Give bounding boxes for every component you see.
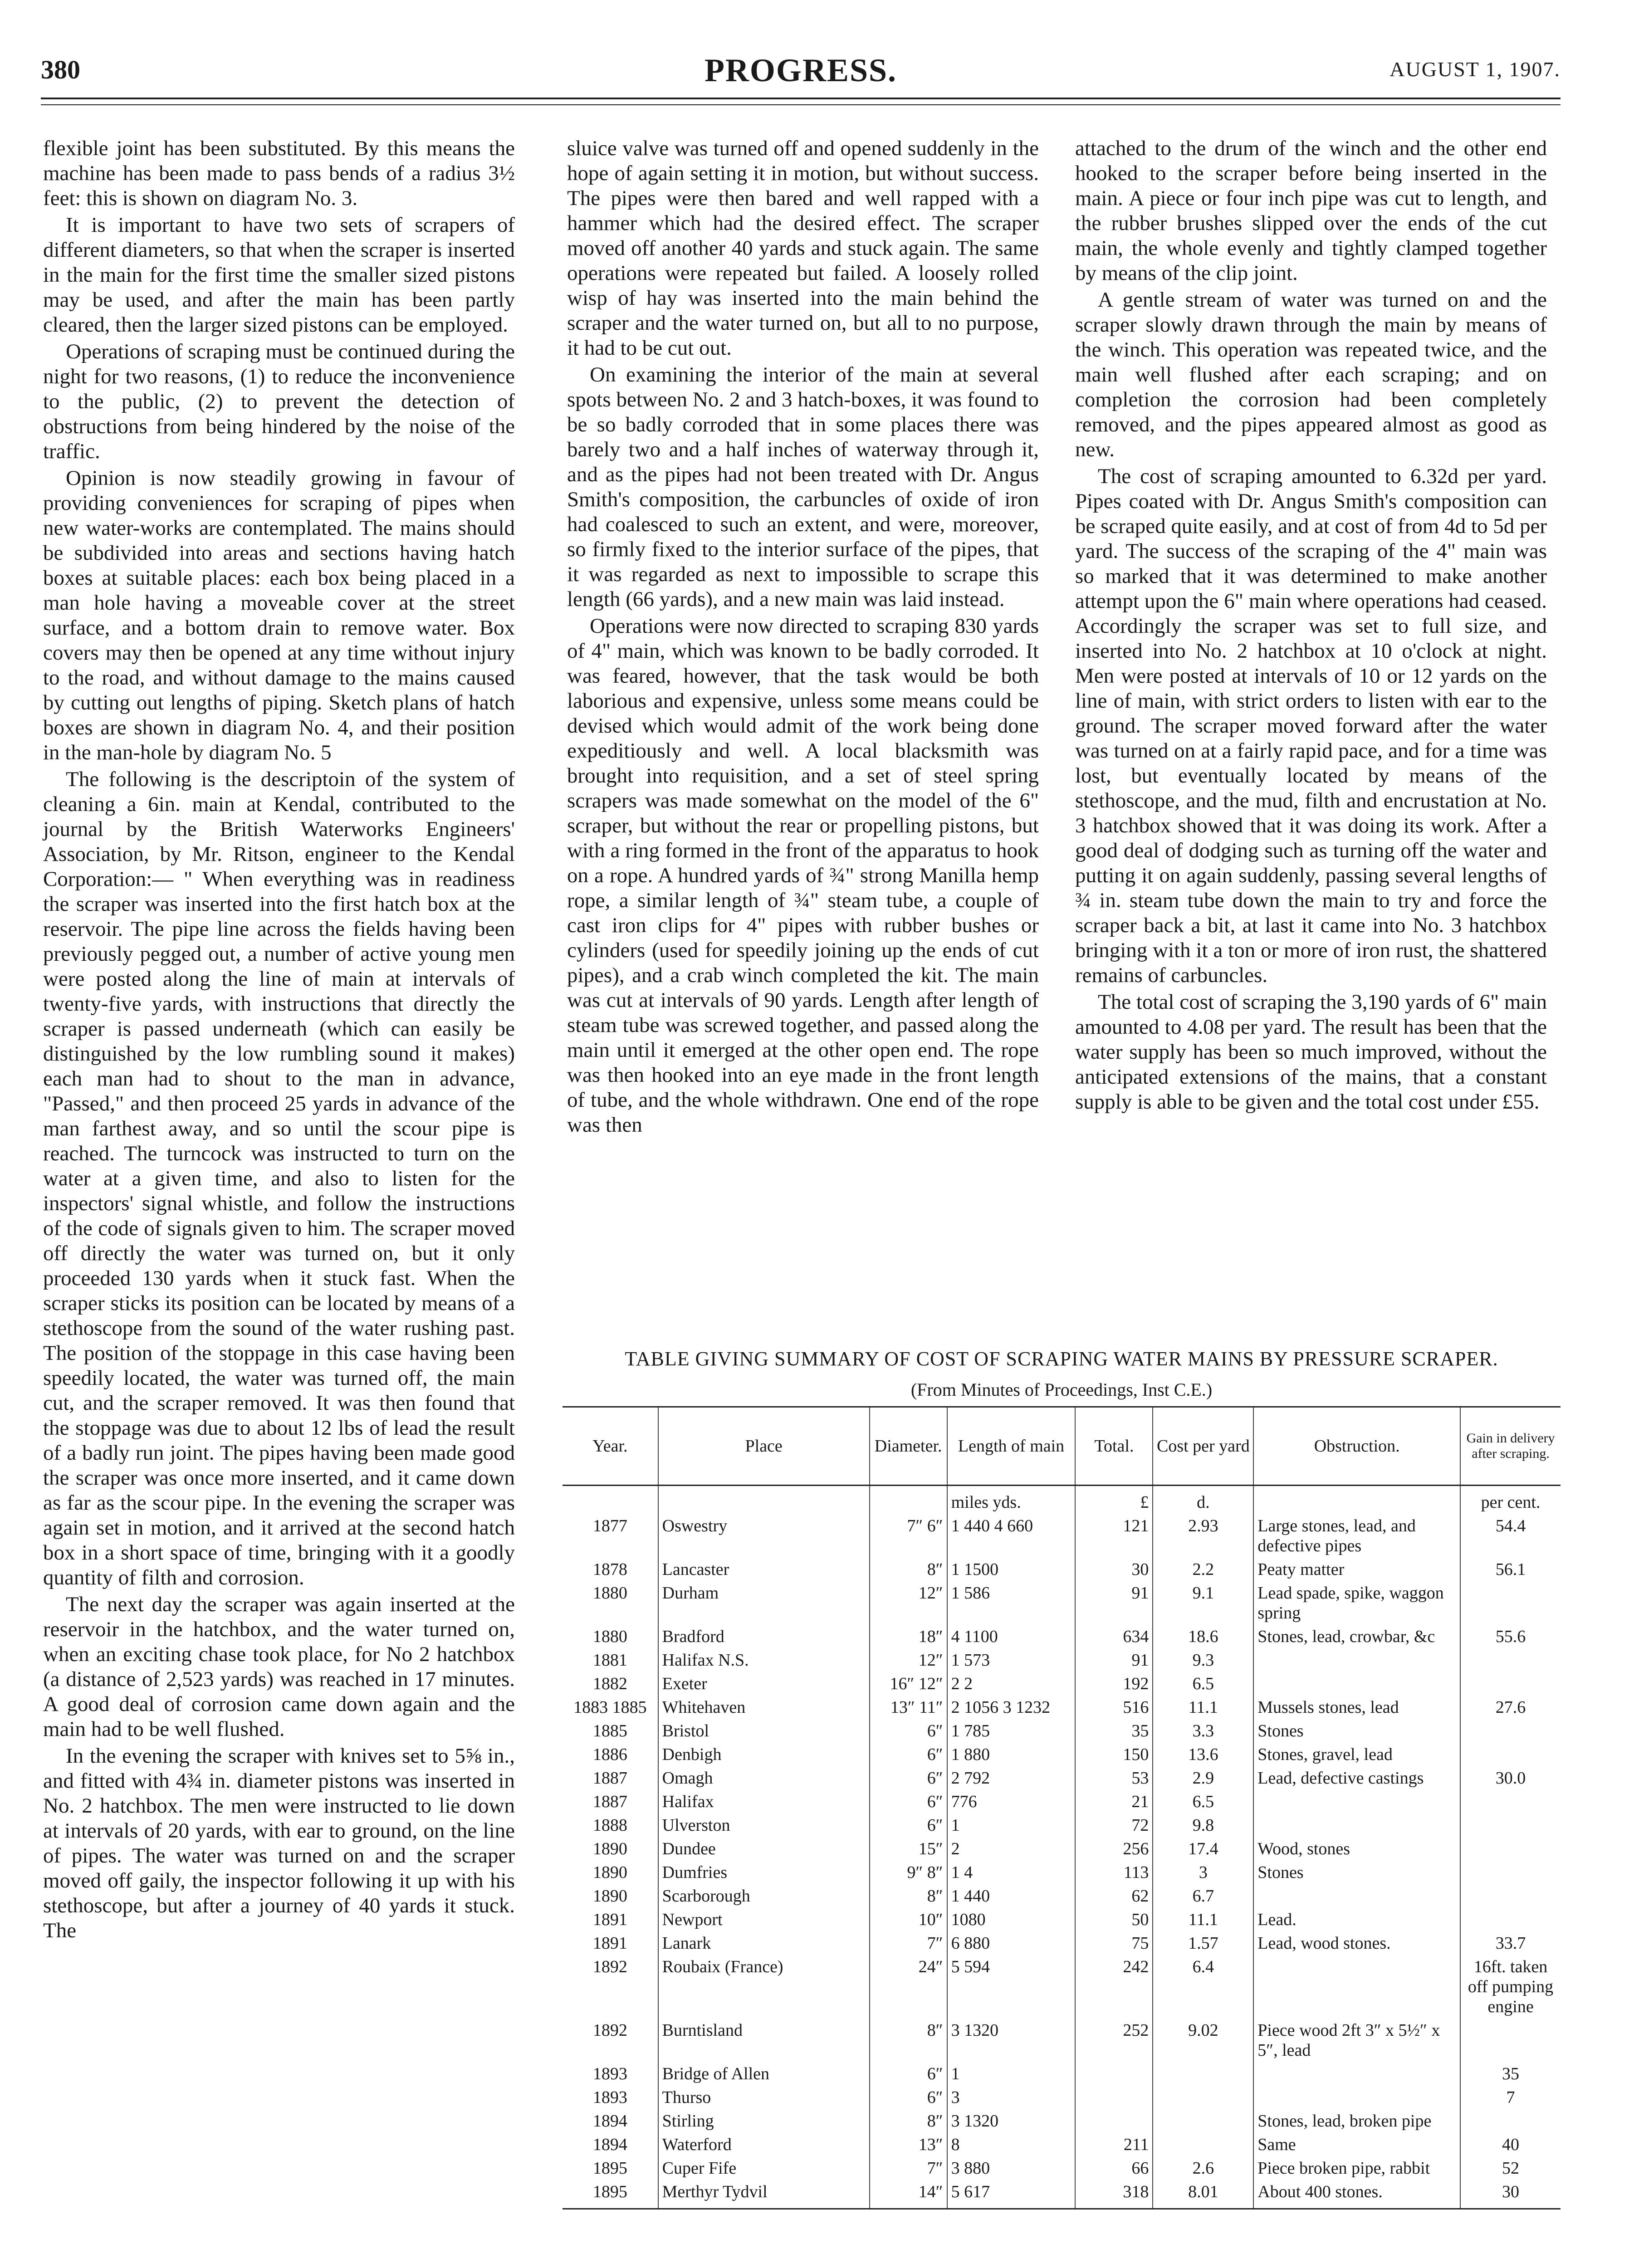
cell-place: Waterford bbox=[658, 2133, 870, 2156]
cell-diameter: 6″ bbox=[870, 1813, 947, 1837]
cell-diameter: 14″ bbox=[870, 2180, 947, 2209]
cell-place: Halifax N.S. bbox=[658, 1648, 870, 1672]
table-row bbox=[563, 1908, 1561, 1931]
cell-length: 2 2 bbox=[947, 1672, 1076, 1696]
cell-length: 2 1056 3 1232 bbox=[947, 1696, 1076, 1719]
cell-total: 35 bbox=[1075, 1719, 1153, 1743]
cell-gain: 35 bbox=[1460, 2062, 1561, 2086]
cell-place: Bradford bbox=[658, 1625, 870, 1648]
cell-obstruction bbox=[1253, 1955, 1460, 2019]
col-header-cost: Cost per yard bbox=[1153, 1407, 1253, 1486]
cell-diameter: 7″ 6″ bbox=[870, 1514, 947, 1558]
cell-total: 91 bbox=[1075, 1648, 1153, 1672]
cell-cost: 6.5 bbox=[1153, 1672, 1253, 1696]
cell-year: 1887 bbox=[592, 1792, 627, 1811]
cell-diameter: 13″ bbox=[870, 2133, 947, 2156]
issue-date: AUGUST 1, 1907. bbox=[1389, 58, 1561, 81]
paragraph: Operations of scraping must be continued during the night for two reasons, (1) to reduce the inconvenience to the public, (2) to prevent the detection of obstructions from being hindered by the noise of the traffic. bbox=[43, 340, 515, 463]
cell-gain bbox=[1460, 2019, 1561, 2062]
cell-year: 1894 bbox=[592, 2135, 627, 2154]
cell-length: 3 880 bbox=[947, 2156, 1076, 2180]
cell-gain: 56.1 bbox=[1460, 1558, 1561, 1581]
cell-obstruction bbox=[1253, 2086, 1460, 2109]
cell-place: Ulverston bbox=[658, 1813, 870, 1837]
cell-obstruction: About 400 stones. bbox=[1253, 2180, 1460, 2209]
col-header-place: Place bbox=[658, 1407, 870, 1486]
cell-year: 1877 bbox=[592, 1516, 627, 1535]
cell-cost: 9.3 bbox=[1153, 1648, 1253, 1672]
cell-diameter: 7″ bbox=[870, 2156, 947, 2180]
cell-obstruction bbox=[1253, 2062, 1460, 2086]
table-header-row bbox=[563, 1407, 1561, 1486]
table-row bbox=[563, 1719, 1561, 1743]
cell-year: 1891 bbox=[592, 1910, 627, 1929]
cell-place: Dumfries bbox=[658, 1861, 870, 1884]
cell-gain: 55.6 bbox=[1460, 1625, 1561, 1648]
cell-length: 1 573 bbox=[947, 1648, 1076, 1672]
cell-length: 776 bbox=[947, 1790, 1076, 1813]
cell-obstruction: Piece broken pipe, rabbit bbox=[1253, 2156, 1460, 2180]
cell-total bbox=[1075, 2086, 1153, 2109]
cell-gain: 30.0 bbox=[1460, 1766, 1561, 1790]
cell-obstruction: Stones bbox=[1253, 1861, 1460, 1884]
cell-cost: 3 bbox=[1153, 1861, 1253, 1884]
cell-place: Oswestry bbox=[658, 1514, 870, 1558]
cell-year: 1878 bbox=[592, 1560, 627, 1579]
paragraph: In the evening the scraper with knives set to 5⅝ in., and fitted with 4¾ in. diameter pistons was inserted in No. 2 hatchbox. The men were instructed to lie down at intervals of 20 yards, with ear to ground, on the line of pipes. The water was turned on and the scraper moved off gaily, the inspector following it up with his stethoscope, but after a journey of 40 yards it stuck. The bbox=[43, 1744, 515, 1942]
cell-diameter: 15″ bbox=[870, 1837, 947, 1861]
cell-obstruction: Piece wood 2ft 3″ x 5½″ x 5″, lead bbox=[1253, 2019, 1460, 2062]
cell-gain bbox=[1460, 1884, 1561, 1908]
cell-place: Lanark bbox=[658, 1931, 870, 1955]
cell-length: 5 594 bbox=[947, 1955, 1076, 2019]
cell-length: 3 bbox=[947, 2086, 1076, 2109]
table-row bbox=[563, 2109, 1561, 2133]
cell-obstruction: Stones bbox=[1253, 1719, 1460, 1743]
cell-length: 3 1320 bbox=[947, 2109, 1076, 2133]
cost-summary-table bbox=[563, 1406, 1561, 2209]
page-number: 380 bbox=[41, 55, 80, 84]
paragraph: On examining the interior of the main at several spots between No. 2 and 3 hatch-boxes, it was found to be so badly corroded that in some places there was barely two and a half inches of waterway through it, and as the pipes had not been treated with Dr. Angus Smith's composition, the carbuncles of oxide of iron had coalesced to such an extent, and were, moreover, so firmly fixed to the interior surface of the pipes, that it was regarded as next to impossible to scrape this length (66 yards), and a new main was laid instead. bbox=[567, 363, 1039, 611]
cell-place: Denbigh bbox=[658, 1743, 870, 1766]
cell-diameter: 12″ bbox=[870, 1581, 947, 1625]
cell-length: 1 4 bbox=[947, 1861, 1076, 1884]
col-header-diameter: Diameter. bbox=[870, 1407, 947, 1486]
cell-length: 1 440 4 660 bbox=[947, 1514, 1076, 1558]
cell-cost: 1.57 bbox=[1153, 1931, 1253, 1955]
cell-year: 1892 bbox=[592, 2021, 627, 2040]
cell-total: 50 bbox=[1075, 1908, 1153, 1931]
paragraph: A gentle stream of water was turned on and the scraper slowly drawn through the main by means of the winch. This operation was repeated twice, and the main well flushed after each scraping; and on completion the corrosion had been completely removed, and the pipes appeared almost as good as new. bbox=[1075, 288, 1547, 461]
cell-total: 30 bbox=[1075, 1558, 1153, 1581]
table-row bbox=[563, 1581, 1561, 1625]
table-caption: TABLE GIVING SUMMARY OF COST OF SCRAPING WATER MAINS BY PRESSURE SCRAPER. bbox=[625, 1348, 1498, 1370]
cell-place: Burntisland bbox=[658, 2019, 870, 2062]
table-row bbox=[563, 1558, 1561, 1581]
cell-length: 1 440 bbox=[947, 1884, 1076, 1908]
cell-total: 192 bbox=[1075, 1672, 1153, 1696]
article-column-2 bbox=[567, 136, 1039, 1352]
table-row bbox=[563, 1955, 1561, 2019]
cell-year: 1894 bbox=[592, 2112, 627, 2131]
cell-cost: 9.1 bbox=[1153, 1581, 1253, 1625]
cell-total: 318 bbox=[1075, 2180, 1153, 2209]
cell-length: 1 586 bbox=[947, 1581, 1076, 1625]
cell-total: 121 bbox=[1075, 1514, 1153, 1558]
cell-diameter: 6″ bbox=[870, 1790, 947, 1813]
cell-year: 1890 bbox=[592, 1887, 627, 1906]
table-row bbox=[563, 1766, 1561, 1790]
cell-obstruction bbox=[1253, 1813, 1460, 1837]
cell-length: 1 bbox=[947, 1813, 1076, 1837]
cell-place: Lancaster bbox=[658, 1558, 870, 1581]
units-cost: d. bbox=[1153, 1486, 1253, 1515]
cell-total: 75 bbox=[1075, 1931, 1153, 1955]
cell-year: 1892 bbox=[592, 1957, 627, 1976]
cell-gain: 54.4 bbox=[1460, 1514, 1561, 1558]
table-row bbox=[563, 1790, 1561, 1813]
cell-length: 6 880 bbox=[947, 1931, 1076, 1955]
table-row bbox=[563, 1514, 1561, 1558]
table-row bbox=[563, 1672, 1561, 1696]
cell-total: 516 bbox=[1075, 1696, 1153, 1719]
cell-cost: 11.1 bbox=[1153, 1908, 1253, 1931]
cell-total: 21 bbox=[1075, 1790, 1153, 1813]
cell-cost: 9.02 bbox=[1153, 2019, 1253, 2062]
cell-diameter: 16″ 12″ bbox=[870, 1672, 947, 1696]
cell-place: Cuper Fife bbox=[658, 2156, 870, 2180]
cell-diameter: 8″ bbox=[870, 2019, 947, 2062]
cell-gain: 27.6 bbox=[1460, 1696, 1561, 1719]
cell-diameter: 12″ bbox=[870, 1648, 947, 1672]
cell-gain bbox=[1460, 2109, 1561, 2133]
cell-obstruction bbox=[1253, 1790, 1460, 1813]
cell-obstruction bbox=[1253, 1884, 1460, 1908]
cell-total: 91 bbox=[1075, 1581, 1153, 1625]
paragraph: Operations were now directed to scraping 830 yards of 4" main, which was known to be badly corroded. It was feared, however, that the task would be both laborious and expensive, unless some means could be devised which would admit of the work being done expeditiously and well. A local blacksmith was brought into requisition, and a set of steel spring scrapers was made somewhat on the model of the 6" scraper, but without the rear or propelling pistons, but with a ring formed in the front of the apparatus to hook on a rope. A hundred yards of ¾" strong Manilla hemp rope, a similar length of ¾" steam tube, a couple of cast iron clips for 4" pipes with rubber bushes or cylinders (used for speedily joining up the ends of cut pipes), and a crab winch completed the kit. The main was cut at intervals of 90 yards. Length after length of steam tube was screwed together, and passed along the main until it emerged at the other open end. The rope was then hooked into an eye made in the front length of tube, and the whole withdrawn. One end of the rope was then bbox=[567, 614, 1039, 1137]
cell-obstruction: Wood, stones bbox=[1253, 1837, 1460, 1861]
cell-gain: 16ft. taken off pumping engine bbox=[1460, 1955, 1561, 2019]
journal-title: PROGRESS. bbox=[704, 52, 897, 88]
units-total: £ bbox=[1075, 1486, 1153, 1515]
cell-gain bbox=[1460, 1743, 1561, 1766]
table-row bbox=[563, 2062, 1561, 2086]
cell-obstruction: Lead. bbox=[1253, 1908, 1460, 1931]
cell-year: 1885 bbox=[592, 1721, 627, 1740]
cell-gain bbox=[1460, 1719, 1561, 1743]
table-subcaption: (From Minutes of Proceedings, Inst C.E.) bbox=[910, 1379, 1213, 1400]
cell-cost: 18.6 bbox=[1153, 1625, 1253, 1648]
cell-cost: 9.8 bbox=[1153, 1813, 1253, 1837]
cell-place: Roubaix (France) bbox=[658, 1955, 870, 2019]
cell-gain: 30 bbox=[1460, 2180, 1561, 2209]
cell-cost: 17.4 bbox=[1153, 1837, 1253, 1861]
table-row bbox=[563, 2156, 1561, 2180]
paragraph: Opinion is now steadily growing in favour of providing conveniences for scraping of pipes when new water-works are contemplated. The mains should be subdivided into areas and sections having hatch boxes at suitable places: each box being placed in a man hole having a moveable cover at the street surface, and a bottom drain to remove water. Box covers may then be opened at any time without injury to the road, and without damage to the mains caused by cutting out lengths of piping. Sketch plans of hatch boxes are shown in diagram No. 4, and their position in the man-hole by diagram No. 5 bbox=[43, 466, 515, 764]
cell-place: Thurso bbox=[658, 2086, 870, 2109]
cell-cost: 2.2 bbox=[1153, 1558, 1253, 1581]
table-row bbox=[563, 1861, 1561, 1884]
cell-gain bbox=[1460, 1837, 1561, 1861]
cell-obstruction: Large stones, lead, and defective pipes bbox=[1253, 1514, 1460, 1558]
cell-obstruction: Mussels stones, lead bbox=[1253, 1696, 1460, 1719]
cell-place: Stirling bbox=[658, 2109, 870, 2133]
cell-place: Dundee bbox=[658, 1837, 870, 1861]
cell-gain bbox=[1460, 1648, 1561, 1672]
cell-cost: 8.01 bbox=[1153, 2180, 1253, 2209]
cell-year: 1893 bbox=[592, 2064, 627, 2083]
paragraph: The total cost of scraping the 3,190 yards of 6" main amounted to 4.08 per yard. The result has been that the water supply has been so much improved, without the anticipated extensions of the mains, that a constant supply is able to be given and the total cost under £55. bbox=[1075, 990, 1547, 1114]
cell-length: 2 792 bbox=[947, 1766, 1076, 1790]
cell-year: 1888 bbox=[592, 1816, 627, 1835]
cell-diameter: 6″ bbox=[870, 1719, 947, 1743]
cell-place: Exeter bbox=[658, 1672, 870, 1696]
paragraph: flexible joint has been substituted. By this means the machine has been made to pass bends of a radius 3½ feet: this is shown on diagram No. 3. bbox=[43, 137, 515, 210]
cell-total: 256 bbox=[1075, 1837, 1153, 1861]
cell-total: 211 bbox=[1075, 2133, 1153, 2156]
cell-total: 66 bbox=[1075, 2156, 1153, 2180]
cell-length: 8 bbox=[947, 2133, 1076, 2156]
cell-place: Bristol bbox=[658, 1719, 870, 1743]
cell-year: 1880 bbox=[592, 1584, 627, 1603]
cell-place: Scarborough bbox=[658, 1884, 870, 1908]
cell-diameter: 18″ bbox=[870, 1625, 947, 1648]
cell-total bbox=[1075, 2062, 1153, 2086]
table-row bbox=[563, 1625, 1561, 1648]
cell-length: 5 617 bbox=[947, 2180, 1076, 2209]
col-header-year: Year. bbox=[563, 1407, 658, 1486]
cell-year: 1891 bbox=[592, 1934, 627, 1953]
cell-cost bbox=[1153, 2086, 1253, 2109]
cell-diameter: 24″ bbox=[870, 1955, 947, 2019]
page-header bbox=[41, 54, 1561, 95]
table-row bbox=[563, 1837, 1561, 1861]
cell-obstruction: Peaty matter bbox=[1253, 1558, 1460, 1581]
cell-year: 1895 bbox=[592, 2159, 627, 2178]
cell-cost: 11.1 bbox=[1153, 1696, 1253, 1719]
cell-gain bbox=[1460, 1790, 1561, 1813]
header-rule-top bbox=[41, 98, 1561, 99]
cell-total: 53 bbox=[1075, 1766, 1153, 1790]
units-gain: per cent. bbox=[1460, 1486, 1561, 1515]
cell-total: 252 bbox=[1075, 2019, 1153, 2062]
cell-cost bbox=[1153, 2062, 1253, 2086]
cell-cost bbox=[1153, 2133, 1253, 2156]
article-column-3 bbox=[1075, 136, 1547, 1352]
cell-diameter: 8″ bbox=[870, 1884, 947, 1908]
cell-obstruction: Lead, wood stones. bbox=[1253, 1931, 1460, 1955]
cell-gain: 40 bbox=[1460, 2133, 1561, 2156]
cell-length: 4 1100 bbox=[947, 1625, 1076, 1648]
cell-cost: 6.5 bbox=[1153, 1790, 1253, 1813]
cell-cost bbox=[1153, 2109, 1253, 2133]
cell-place: Bridge of Allen bbox=[658, 2062, 870, 2086]
cell-cost: 6.4 bbox=[1153, 1955, 1253, 2019]
cell-diameter: 8″ bbox=[870, 2109, 947, 2133]
cell-total: 72 bbox=[1075, 1813, 1153, 1837]
cell-obstruction: Stones, lead, broken pipe bbox=[1253, 2109, 1460, 2133]
cell-cost: 2.93 bbox=[1153, 1514, 1253, 1558]
cell-year: 1887 bbox=[592, 1769, 627, 1788]
cell-place: Halifax bbox=[658, 1790, 870, 1813]
cell-year: 1893 bbox=[592, 2088, 627, 2107]
cell-length: 1 1500 bbox=[947, 1558, 1076, 1581]
col-header-length: Length of main bbox=[947, 1407, 1076, 1486]
cell-diameter: 10″ bbox=[870, 1908, 947, 1931]
cell-diameter: 8″ bbox=[870, 1558, 947, 1581]
cell-year: 1881 bbox=[592, 1651, 627, 1670]
cell-gain bbox=[1460, 1861, 1561, 1884]
cell-total: 62 bbox=[1075, 1884, 1153, 1908]
cell-year: 1890 bbox=[592, 1863, 627, 1882]
cell-year: 1880 bbox=[592, 1627, 627, 1646]
cell-place: Whitehaven bbox=[658, 1696, 870, 1719]
cell-obstruction: Same bbox=[1253, 2133, 1460, 2156]
table-row bbox=[563, 2019, 1561, 2062]
table-row bbox=[563, 2086, 1561, 2109]
paragraph: attached to the drum of the winch and the other end hooked to the scraper before being inserted in the main. A piece or four inch pipe was cut to length, and the rubber brushes slipped over the ends of the cut main, the whole evenly and tightly clamped together by means of the clip joint. bbox=[1075, 137, 1547, 285]
cell-gain: 33.7 bbox=[1460, 1931, 1561, 1955]
cell-year: 1886 bbox=[592, 1745, 627, 1764]
table-row bbox=[563, 2180, 1561, 2209]
cell-obstruction: Lead spade, spike, waggon spring bbox=[1253, 1581, 1460, 1625]
cell-cost: 2.9 bbox=[1153, 1766, 1253, 1790]
paragraph: The next day the scraper was again inserted at the reservoir in the hatchbox, and the water turned on, when an exciting chase took place, for No 2 hatchbox (a distance of 2,523 yards) was reached in 17 minutes. A good deal of corrosion came down again and the main had to be well flushed. bbox=[43, 1593, 515, 1741]
cell-cost: 2.6 bbox=[1153, 2156, 1253, 2180]
cell-length: 1 880 bbox=[947, 1743, 1076, 1766]
cell-obstruction: Stones, lead, crowbar, &c bbox=[1253, 1625, 1460, 1648]
cell-length: 1 785 bbox=[947, 1719, 1076, 1743]
cell-year: 1883 1885 bbox=[573, 1698, 647, 1717]
col-header-obstruction: Obstruction. bbox=[1253, 1407, 1460, 1486]
cell-place: Durham bbox=[658, 1581, 870, 1625]
table-row bbox=[563, 1743, 1561, 1766]
cell-diameter: 6″ bbox=[870, 1743, 947, 1766]
table-row bbox=[563, 1813, 1561, 1837]
cell-year: 1882 bbox=[592, 1674, 627, 1693]
cell-total: 242 bbox=[1075, 1955, 1153, 2019]
units-row bbox=[563, 1486, 1561, 1515]
cell-length: 2 bbox=[947, 1837, 1076, 1861]
cell-gain: 7 bbox=[1460, 2086, 1561, 2109]
cell-place: Newport bbox=[658, 1908, 870, 1931]
cell-diameter: 6″ bbox=[870, 1766, 947, 1790]
col-header-gain: Gain in delivery after scraping. bbox=[1460, 1407, 1561, 1486]
cell-obstruction bbox=[1253, 1672, 1460, 1696]
cell-length: 1 bbox=[947, 2062, 1076, 2086]
units-length: miles yds. bbox=[947, 1486, 1076, 1515]
table-row bbox=[563, 1696, 1561, 1719]
article-column-1 bbox=[43, 136, 515, 2268]
table-row bbox=[563, 2133, 1561, 2156]
table-row bbox=[563, 1931, 1561, 1955]
cell-year: 1895 bbox=[563, 2180, 658, 2209]
cell-gain bbox=[1460, 1908, 1561, 1931]
cell-length: 1080 bbox=[947, 1908, 1076, 1931]
paragraph: The following is the descriptoin of the system of cleaning a 6in. main at Kendal, contributed to the journal by the British Waterworks Engineers' Association, by Mr. Ritson, engineer to the Kendal Corporation:— " When everything was in readiness the scraper was inserted into the first hatch box at the reservoir. The pipe line across the fields having been previously pegged out, a number of active young men were posted along the line of main at intervals of twenty-five yards, with instructions that directly the scraper is passed underneath (which can easily be distinguished by the low rumbling sound it makes) each man had to shout to the man in advance, "Passed," and then proceed 25 yards in advance of the man farthest away, and so until the scour pipe is reached. The turncock was instructed to turn on the water at a given time, and also to listen for the inspectors' signal whistle, and follow the instructions of the code of signals given to him. The scraper moved off directly the water was turned on, but it only proceeded 130 yards when it stuck fast. When the scraper sticks its position can be located by means of a stethoscope from the sound of the water rushing past. The position of the stoppage in this case having been speedily located, the water was turned off, the main cut, and the scraper removed. It was then found that the stoppage was due to about 12 lbs of lead the result of a badly run joint. The pipes having been made good the scraper was once more inserted, and it came down as far as the scour pipe. In the evening the scraper was again set in motion, and it arrived at the second hatch box in a short space of time, bringing with it a goodly quantity of filth and corrosion. bbox=[43, 767, 515, 1589]
cell-total bbox=[1075, 2109, 1153, 2133]
header-rule-bottom bbox=[41, 104, 1561, 105]
cell-diameter: 7″ bbox=[870, 1931, 947, 1955]
cell-gain bbox=[1460, 1581, 1561, 1625]
cell-gain bbox=[1460, 1813, 1561, 1837]
cell-total: 634 bbox=[1075, 1625, 1153, 1648]
cell-year: 1890 bbox=[592, 1839, 627, 1858]
col-header-total: Total. bbox=[1075, 1407, 1153, 1486]
paragraph: The cost of scraping amounted to 6.32d per yard. Pipes coated with Dr. Angus Smith's composition can be scraped quite easily, and at cost of from 4d to 5d per yard. The success of the scraping of the 4" main was so marked that it was determined to make another attempt upon the 6" main where operations had ceased. Accordingly the scraper was set to full size, and inserted into No. 2 hatchbox at 10 o'clock at night. Men were posted at intervals of 10 or 12 yards on the line of main, with strict orders to listen with ear to the ground. The scraper moved forward after the water was turned on at a fairly rapid pace, and for a time was lost, but eventually located by means of the stethoscope, and the mud, filth and encrustation at No. 3 hatchbox showed that it was doing its work. After a good deal of dodging such as turning off the water and putting it on again suddenly, passing several lengths of ¾ in. steam tube down the main to try and force the scraper back a bit, at last it came into No. 3 hatchbox bringing with it a ton or more of iron rust, the shattered remains of carbuncles. bbox=[1075, 464, 1547, 987]
paragraph: It is important to have two sets of scrapers of different diameters, so that when the scraper is inserted in the main for the first time the smaller sized pistons may be used, and after the main has been partly cleared, then the larger sized pistons can be employed. bbox=[43, 213, 515, 337]
cell-obstruction: Lead, defective castings bbox=[1253, 1766, 1460, 1790]
cell-place: Merthyr Tydvil bbox=[658, 2180, 870, 2209]
cell-cost: 13.6 bbox=[1153, 1743, 1253, 1766]
cell-diameter: 9″ 8″ bbox=[870, 1861, 947, 1884]
cell-total: 150 bbox=[1075, 1743, 1153, 1766]
cell-obstruction: Stones, gravel, lead bbox=[1253, 1743, 1460, 1766]
cell-gain bbox=[1460, 1672, 1561, 1696]
cell-place: Omagh bbox=[658, 1766, 870, 1790]
cell-diameter: 6″ bbox=[870, 2062, 947, 2086]
cell-cost: 6.7 bbox=[1153, 1884, 1253, 1908]
cell-length: 3 1320 bbox=[947, 2019, 1076, 2062]
cell-obstruction bbox=[1253, 1648, 1460, 1672]
cell-total: 113 bbox=[1075, 1861, 1153, 1884]
table-row bbox=[563, 1648, 1561, 1672]
cell-diameter: 13″ 11″ bbox=[870, 1696, 947, 1719]
cell-gain: 52 bbox=[1460, 2156, 1561, 2180]
cell-cost: 3.3 bbox=[1153, 1719, 1253, 1743]
table-row bbox=[563, 1884, 1561, 1908]
cell-diameter: 6″ bbox=[870, 2086, 947, 2109]
paragraph: sluice valve was turned off and opened suddenly in the hope of again setting it in motion, but without success. The pipes were then bared and well rapped with a hammer which had the desired effect. The scraper moved off another 40 yards and stuck again. The same operations were repeated but failed. A loosely rolled wisp of hay was inserted into the main behind the scraper and the water turned on, but all to no purpose, it had to be cut out. bbox=[567, 137, 1039, 360]
